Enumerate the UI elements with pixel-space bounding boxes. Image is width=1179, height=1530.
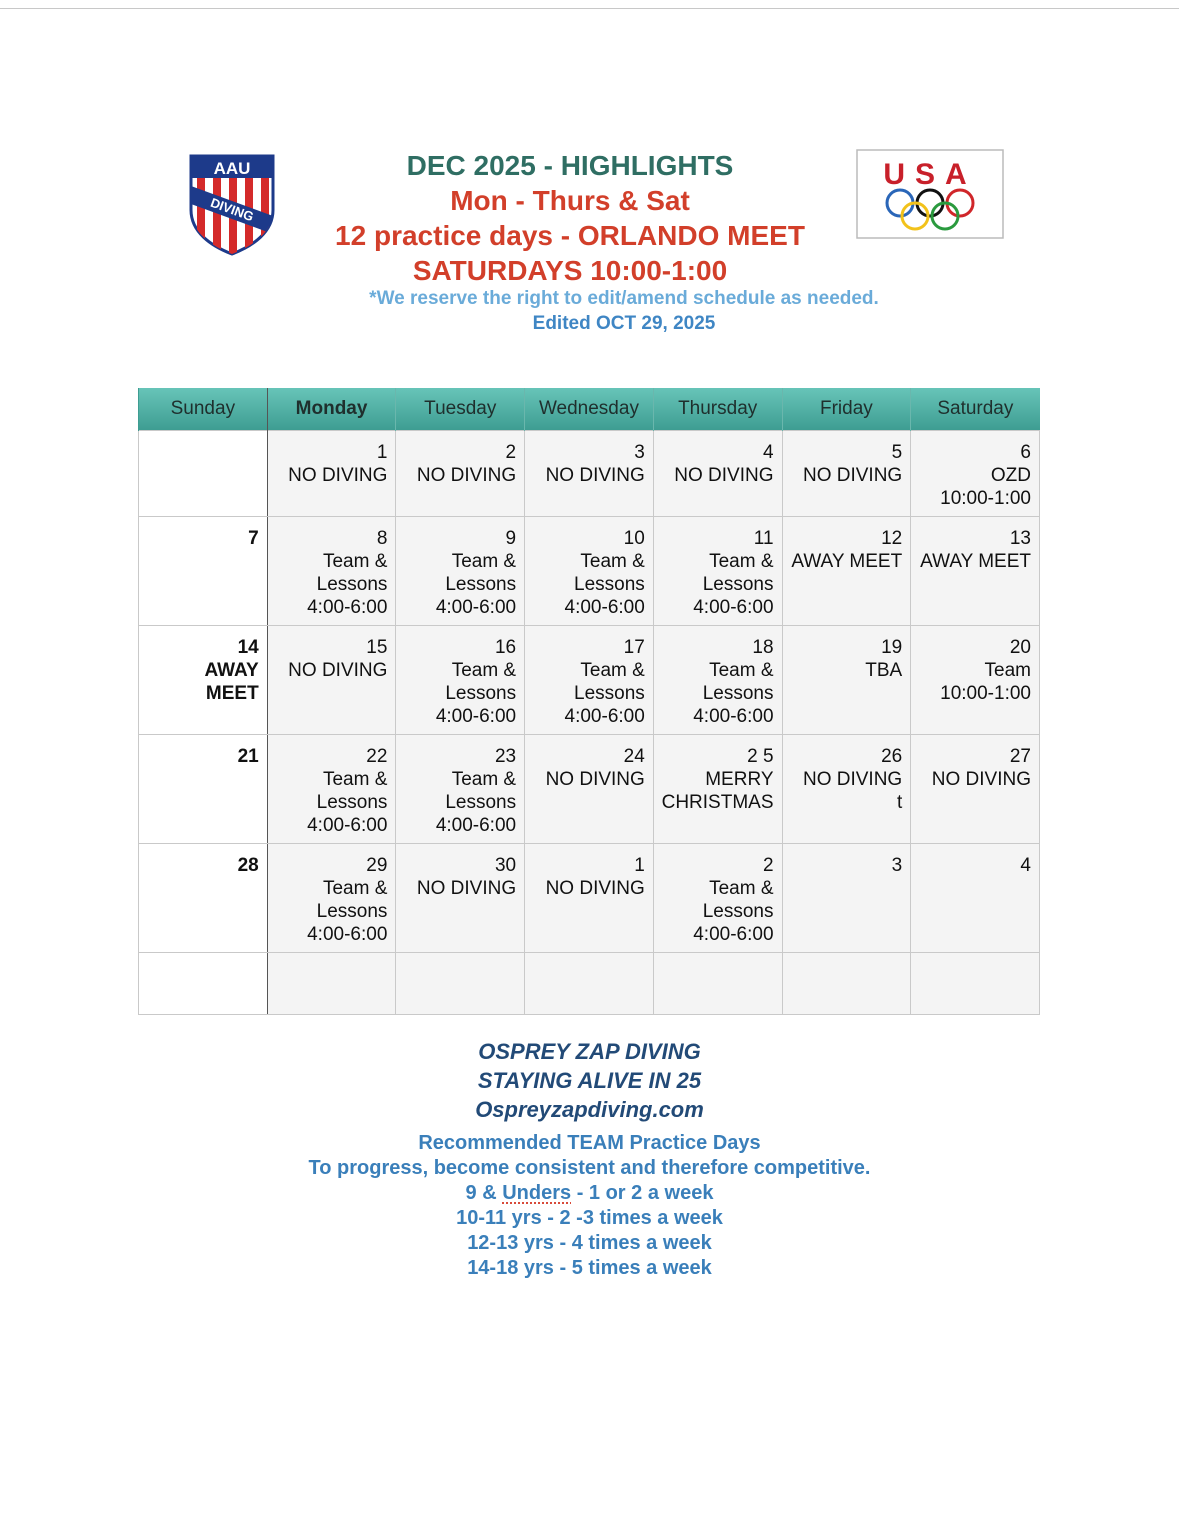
day-number: 10 bbox=[623, 528, 645, 549]
day-cell-thursday bbox=[653, 844, 782, 953]
day-event-line: Lessons bbox=[702, 574, 774, 595]
day-cell-tuesday bbox=[396, 735, 525, 844]
day-number: 3 bbox=[634, 442, 645, 463]
day-event-line: NO DIVING bbox=[802, 465, 903, 486]
day-header-saturday: Saturday bbox=[911, 388, 1040, 431]
day-cell-tuesday bbox=[396, 953, 525, 1015]
day-event-line: AWAY bbox=[204, 660, 259, 681]
day-event-line: NO DIVING bbox=[545, 769, 645, 790]
day-event-line: Team & bbox=[580, 551, 645, 572]
rec-9-unders bbox=[0, 1181, 1179, 1206]
day-event-line: Lessons bbox=[316, 792, 388, 813]
day-event-line: NO DIVING bbox=[674, 465, 774, 486]
day-event-line: Lessons bbox=[445, 574, 517, 595]
day-number: 16 bbox=[494, 637, 517, 658]
page-top-rule bbox=[0, 8, 1179, 9]
footer-club-name: OSPREY ZAP DIVING bbox=[478, 1039, 701, 1064]
day-event-line: Team & bbox=[709, 660, 774, 681]
aau-logo-text: AAU bbox=[213, 159, 251, 178]
rec-14-18: 14-18 yrs - 5 times a week bbox=[467, 1257, 712, 1279]
day-event-line: 4:00-6:00 bbox=[435, 815, 517, 836]
day-event-line: Team & bbox=[451, 769, 517, 790]
day-event-line: TBA bbox=[865, 660, 903, 681]
day-event-line: Team & bbox=[322, 551, 388, 572]
day-event-line: NO DIVING bbox=[288, 465, 388, 486]
day-cell-sunday bbox=[139, 735, 268, 844]
day-number: 8 bbox=[376, 528, 388, 549]
day-header-friday: Friday bbox=[782, 388, 911, 431]
calendar-week-row bbox=[139, 626, 1040, 735]
day-event-line: NO DIVING bbox=[545, 878, 645, 899]
day-cell-sunday bbox=[139, 517, 268, 626]
day-event-line: Lessons bbox=[316, 574, 388, 595]
day-event-line: AWAY MEET bbox=[920, 551, 1031, 572]
calendar-header-row bbox=[139, 388, 1040, 431]
day-cell-sunday bbox=[139, 431, 268, 517]
day-number: 18 bbox=[752, 637, 774, 658]
day-number: 30 bbox=[494, 855, 517, 876]
day-event-line: 4:00-6:00 bbox=[307, 597, 388, 618]
day-event-line: 10:00-1:00 bbox=[940, 488, 1031, 509]
day-cell-friday bbox=[782, 626, 911, 735]
day-header-thursday: Thursday bbox=[653, 388, 782, 431]
day-cell-friday bbox=[782, 431, 911, 517]
day-number: 9 bbox=[505, 528, 517, 549]
day-cell-wednesday bbox=[525, 626, 654, 735]
day-cell-friday bbox=[782, 844, 911, 953]
day-cell-wednesday bbox=[525, 517, 654, 626]
calendar-week-row bbox=[139, 844, 1040, 953]
day-event-line: Team & bbox=[451, 660, 517, 681]
day-event-line: 4:00-6:00 bbox=[307, 924, 388, 945]
calendar-week-row bbox=[139, 953, 1040, 1015]
day-event-line: 4:00-6:00 bbox=[693, 924, 774, 945]
day-event-line: CHRISTMAS bbox=[661, 792, 774, 813]
day-number: 28 bbox=[237, 855, 259, 876]
day-header-tuesday: Tuesday bbox=[396, 388, 525, 431]
day-event-line: OZD bbox=[990, 465, 1031, 486]
day-number: 2 bbox=[505, 442, 517, 463]
header-block bbox=[260, 148, 880, 288]
day-event-line: 4:00-6:00 bbox=[435, 597, 517, 618]
day-number: 13 bbox=[1009, 528, 1031, 549]
day-number: 4 bbox=[1020, 855, 1031, 876]
day-cell-monday bbox=[267, 517, 396, 626]
day-event-line: Lessons bbox=[702, 683, 774, 704]
day-cell-saturday bbox=[911, 735, 1040, 844]
day-cell-friday bbox=[782, 517, 911, 626]
day-event-line: NO DIVING bbox=[931, 769, 1031, 790]
calendar-week-row bbox=[139, 517, 1040, 626]
day-cell-tuesday bbox=[396, 844, 525, 953]
day-number: 1 bbox=[634, 855, 645, 876]
day-number: 3 bbox=[891, 855, 903, 876]
day-cell-monday bbox=[267, 844, 396, 953]
day-number: 6 bbox=[1020, 442, 1031, 463]
day-cell-thursday bbox=[653, 517, 782, 626]
day-number: 23 bbox=[494, 746, 517, 767]
rec-9-unders-prefix: 9 & bbox=[465, 1182, 503, 1204]
day-cell-sunday bbox=[139, 953, 268, 1015]
day-event-line: t bbox=[896, 792, 903, 813]
day-event-line: 4:00-6:00 bbox=[693, 706, 774, 727]
day-number: 29 bbox=[366, 855, 388, 876]
day-cell-friday bbox=[782, 953, 911, 1015]
day-event-line: AWAY MEET bbox=[791, 551, 903, 572]
day-cell-saturday bbox=[911, 953, 1040, 1015]
day-cell-saturday bbox=[911, 517, 1040, 626]
day-cell-thursday bbox=[653, 431, 782, 517]
day-number: 11 bbox=[753, 528, 774, 549]
day-event-line: Team & bbox=[580, 660, 645, 681]
day-number: 14 bbox=[237, 637, 259, 658]
calendar-table bbox=[138, 388, 1040, 1015]
day-event-line: 4:00-6:00 bbox=[435, 706, 517, 727]
day-number: 2 bbox=[762, 855, 774, 876]
day-header-monday: Monday bbox=[267, 388, 396, 431]
day-number: 2 5 bbox=[747, 746, 774, 767]
calendar-week-row bbox=[139, 431, 1040, 517]
day-event-line: Lessons bbox=[445, 792, 517, 813]
day-number: 5 bbox=[891, 442, 903, 463]
rec-subtitle: To progress, become consistent and therefore competitive. bbox=[308, 1157, 871, 1179]
day-number: 21 bbox=[237, 746, 259, 767]
day-event-line: Team & bbox=[451, 551, 517, 572]
footer-recommendations bbox=[0, 1131, 1179, 1281]
day-cell-sunday bbox=[139, 844, 268, 953]
day-cell-monday bbox=[267, 431, 396, 517]
day-number: 27 bbox=[1009, 746, 1031, 767]
header-title: DEC 2025 - HIGHLIGHTS bbox=[406, 150, 734, 181]
day-event-line: 4:00-6:00 bbox=[564, 597, 645, 618]
day-event-line: Lessons bbox=[574, 574, 645, 595]
rec-10-11: 10-11 yrs - 2 -3 times a week bbox=[456, 1207, 723, 1229]
day-number: 4 bbox=[762, 442, 774, 463]
day-cell-thursday bbox=[653, 735, 782, 844]
day-event-line: NO DIVING bbox=[802, 769, 903, 790]
day-event-line: NO DIVING bbox=[416, 878, 517, 899]
rec-9-unders-suffix: - 1 or 2 a week bbox=[571, 1182, 714, 1204]
day-cell-monday bbox=[267, 626, 396, 735]
day-event-line: NO DIVING bbox=[545, 465, 645, 486]
aau-diving-band-text: DIVING bbox=[208, 194, 256, 225]
footer-brand bbox=[0, 1037, 1179, 1124]
rec-12-13: 12-13 yrs - 4 times a week bbox=[467, 1232, 712, 1254]
day-header-sunday: Sunday bbox=[139, 388, 268, 431]
day-cell-sunday bbox=[139, 626, 268, 735]
day-cell-monday bbox=[267, 953, 396, 1015]
day-event-line: Lessons bbox=[574, 683, 645, 704]
day-event-line: Team & bbox=[322, 878, 388, 899]
day-header-wednesday: Wednesday bbox=[525, 388, 654, 431]
day-number: 15 bbox=[366, 637, 388, 658]
day-cell-thursday bbox=[653, 953, 782, 1015]
day-event-line: MEET bbox=[205, 683, 259, 704]
day-number: 20 bbox=[1009, 637, 1031, 658]
day-cell-wednesday bbox=[525, 844, 654, 953]
rec-9-unders-word: Unders bbox=[502, 1182, 572, 1204]
day-cell-tuesday bbox=[396, 626, 525, 735]
day-cell-saturday bbox=[911, 844, 1040, 953]
day-event-line: Lessons bbox=[702, 901, 774, 922]
edited-date: Edited OCT 29, 2025 bbox=[532, 313, 716, 334]
day-cell-wednesday bbox=[525, 953, 654, 1015]
day-event-line: MERRY bbox=[705, 769, 774, 790]
calendar-week-row bbox=[139, 735, 1040, 844]
day-event-line: Lessons bbox=[445, 683, 517, 704]
day-cell-monday bbox=[267, 735, 396, 844]
day-cell-saturday bbox=[911, 626, 1040, 735]
day-event-line: NO DIVING bbox=[416, 465, 517, 486]
day-cell-tuesday bbox=[396, 517, 525, 626]
day-event-line: NO DIVING bbox=[288, 660, 388, 681]
day-number: 24 bbox=[623, 746, 645, 767]
day-cell-saturday bbox=[911, 431, 1040, 517]
day-number: 19 bbox=[881, 637, 903, 658]
usa-flag-text: USA bbox=[883, 158, 977, 191]
header-practice-days: 12 practice days - ORLANDO MEET bbox=[335, 220, 805, 251]
day-event-line: Team & bbox=[709, 551, 774, 572]
day-event-line: Team & bbox=[709, 878, 774, 899]
footer-slogan: STAYING ALIVE IN 25 bbox=[477, 1068, 702, 1093]
header-days: Mon - Thurs & Sat bbox=[450, 185, 690, 216]
day-event-line: 4:00-6:00 bbox=[307, 815, 388, 836]
day-event-line: Lessons bbox=[316, 901, 388, 922]
day-cell-friday bbox=[782, 735, 911, 844]
header-saturdays: SATURDAYS 10:00-1:00 bbox=[412, 255, 728, 286]
day-event-line: 4:00-6:00 bbox=[693, 597, 774, 618]
day-number: 7 bbox=[248, 528, 259, 549]
day-number: 22 bbox=[366, 746, 388, 767]
day-cell-thursday bbox=[653, 626, 782, 735]
day-event-line: Team bbox=[984, 660, 1031, 681]
day-cell-wednesday bbox=[525, 431, 654, 517]
day-number: 26 bbox=[881, 746, 903, 767]
day-event-line: Team & bbox=[322, 769, 388, 790]
day-cell-tuesday bbox=[396, 431, 525, 517]
day-number: 12 bbox=[881, 528, 903, 549]
footer-website: Ospreyzapdiving.com bbox=[475, 1097, 704, 1122]
schedule-disclaimer: *We reserve the right to edit/amend schedule as needed. bbox=[369, 288, 879, 309]
day-event-line: 10:00-1:00 bbox=[940, 683, 1031, 704]
day-cell-wednesday bbox=[525, 735, 654, 844]
day-number: 1 bbox=[376, 442, 388, 463]
day-event-line: 4:00-6:00 bbox=[564, 706, 645, 727]
day-number: 17 bbox=[623, 637, 645, 658]
rec-title: Recommended TEAM Practice Days bbox=[418, 1132, 761, 1154]
